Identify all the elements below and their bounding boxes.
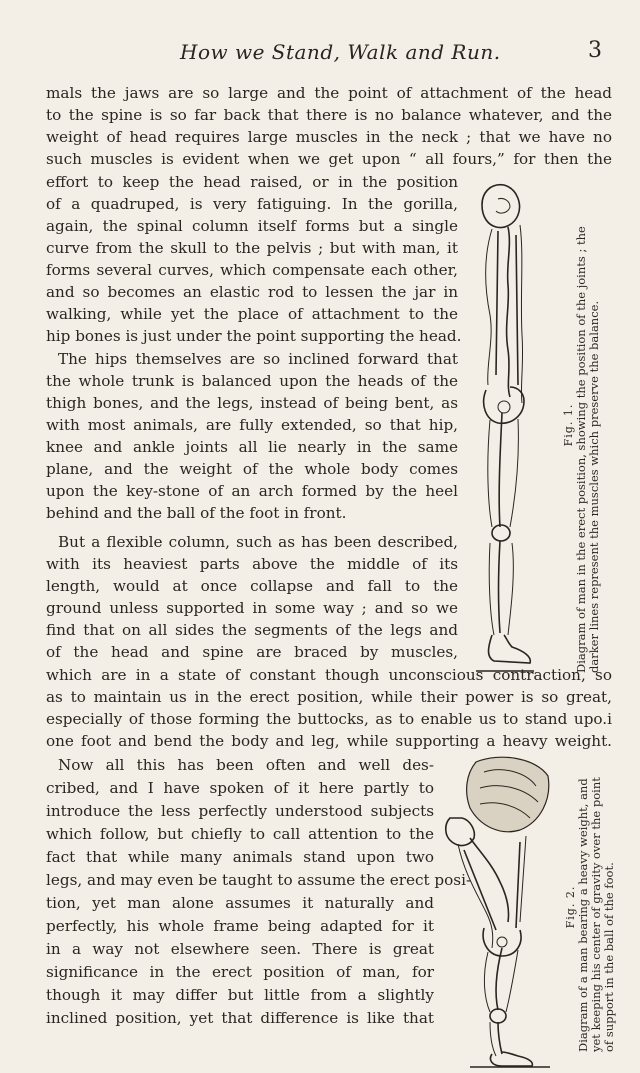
text-line: ground unless supported in some way ; and so we bbox=[46, 599, 458, 617]
text-line: in a way not elsewhere seen. There is great bbox=[46, 940, 434, 958]
running-head: How we Stand, Walk and Run. bbox=[180, 40, 501, 64]
text-line: especially of those forming the buttocks, as to enable us to stand upo.i bbox=[46, 710, 612, 728]
text-line: behind and the ball of the foot in front. bbox=[46, 504, 347, 522]
figure-1-caption-line: darker lines represent the muscles which preserve the balance. bbox=[587, 300, 601, 673]
text-line: which are in a state of constant though unconscious contraction, so bbox=[46, 666, 612, 684]
figure-2-label: Fig. 2. bbox=[564, 885, 577, 929]
figure-1-caption bbox=[562, 177, 601, 673]
text-line: one foot and bend the body and leg, while supporting a heavy weight. bbox=[46, 732, 612, 750]
text-line: tion, yet man alone assumes it naturally and bbox=[46, 894, 434, 912]
text-line: length, would at once collapse and fall to the bbox=[46, 577, 458, 595]
erect-man-diagram bbox=[468, 175, 534, 675]
text-line: Now all this has been often and well des- bbox=[58, 756, 434, 774]
page-number: 3 bbox=[588, 38, 602, 63]
text-line: with its heaviest parts above the middle of its bbox=[46, 555, 458, 573]
text-line: the whole trunk is balanced upon the heads of the bbox=[46, 372, 458, 390]
figure-2-caption-line: of support in the ball of the foot. bbox=[602, 862, 616, 1052]
text-line: fact that while many animals stand upon two bbox=[46, 848, 434, 866]
text-line: and so becomes an elastic rod to lessen the jar in bbox=[46, 283, 458, 301]
figure-1-caption-line: Diagram of man in the erect position, showing the position of the joints ; the bbox=[574, 226, 588, 673]
text-line: of a quadruped, is very fatiguing. In the gorilla, bbox=[46, 195, 458, 213]
text-line: knee and ankle joints all lie nearly in the same bbox=[46, 438, 458, 456]
figure-2-caption bbox=[564, 762, 616, 1052]
figure-2-caption-line: Diagram of a man bearing a heavy weight, and bbox=[576, 778, 590, 1052]
page-header bbox=[0, 38, 640, 68]
text-line: But a flexible column, such as has been described, bbox=[58, 533, 458, 551]
text-line: find that on all sides the segments of the legs and bbox=[46, 621, 458, 639]
text-line: of the head and spine are braced by muscles, bbox=[46, 643, 458, 661]
text-line: The hips themselves are so inclined forward that bbox=[58, 350, 458, 368]
text-line: inclined position, yet that difference is like that bbox=[46, 1009, 434, 1027]
text-line: plane, and the weight of the whole body comes bbox=[46, 460, 458, 478]
text-line: with most animals, are fully extended, so that hip, bbox=[46, 416, 458, 434]
text-line: legs, and may even be taught to assume the erect posi- bbox=[46, 871, 472, 889]
text-line: weight of head requires large muscles in the neck ; that we have no bbox=[46, 128, 612, 146]
text-line: walking, while yet the place of attachment to the bbox=[46, 305, 458, 323]
text-line: such muscles is evident when we get upon “ all fours,” for then the bbox=[46, 150, 612, 168]
text-line: again, the spinal column itself forms but a single bbox=[46, 217, 458, 235]
figure-1 bbox=[464, 175, 634, 675]
text-line: which follow, but chiefly to call attention to the bbox=[46, 825, 434, 843]
weight-bearing-man-diagram bbox=[440, 752, 552, 1068]
figure-2 bbox=[440, 752, 636, 1068]
text-line: hip bones is just under the point supporting the head. bbox=[46, 327, 462, 345]
text-line: upon the key-stone of an arch formed by the heel bbox=[46, 482, 458, 500]
text-line: significance in the erect position of man, for bbox=[46, 963, 434, 981]
figure-2-caption-line: yet keeping his center of gravity over the point bbox=[589, 777, 603, 1052]
text-line: curve from the skull to the pelvis ; but with man, it bbox=[46, 239, 458, 257]
text-line: thigh bones, and the legs, instead of being bent, as bbox=[46, 394, 458, 412]
text-line: forms several curves, which compensate each other, bbox=[46, 261, 458, 279]
text-line: as to maintain us in the erect position, while their power is so great, bbox=[46, 688, 612, 706]
text-line: perfectly, his whole frame being adapted for it bbox=[46, 917, 434, 935]
text-line: to the spine is so far back that there is no balance whatever, and the bbox=[46, 106, 612, 124]
text-line: introduce the less perfectly understood subjects bbox=[46, 802, 434, 820]
text-line: though it may differ but little from a slightly bbox=[46, 986, 434, 1004]
figure-1-label: Fig. 1. bbox=[562, 403, 575, 447]
text-line: cribed, and I have spoken of it here partly to bbox=[46, 779, 434, 797]
text-line: effort to keep the head raised, or in the position bbox=[46, 173, 458, 191]
text-line: mals the jaws are so large and the point of attachment of the head bbox=[46, 84, 612, 102]
